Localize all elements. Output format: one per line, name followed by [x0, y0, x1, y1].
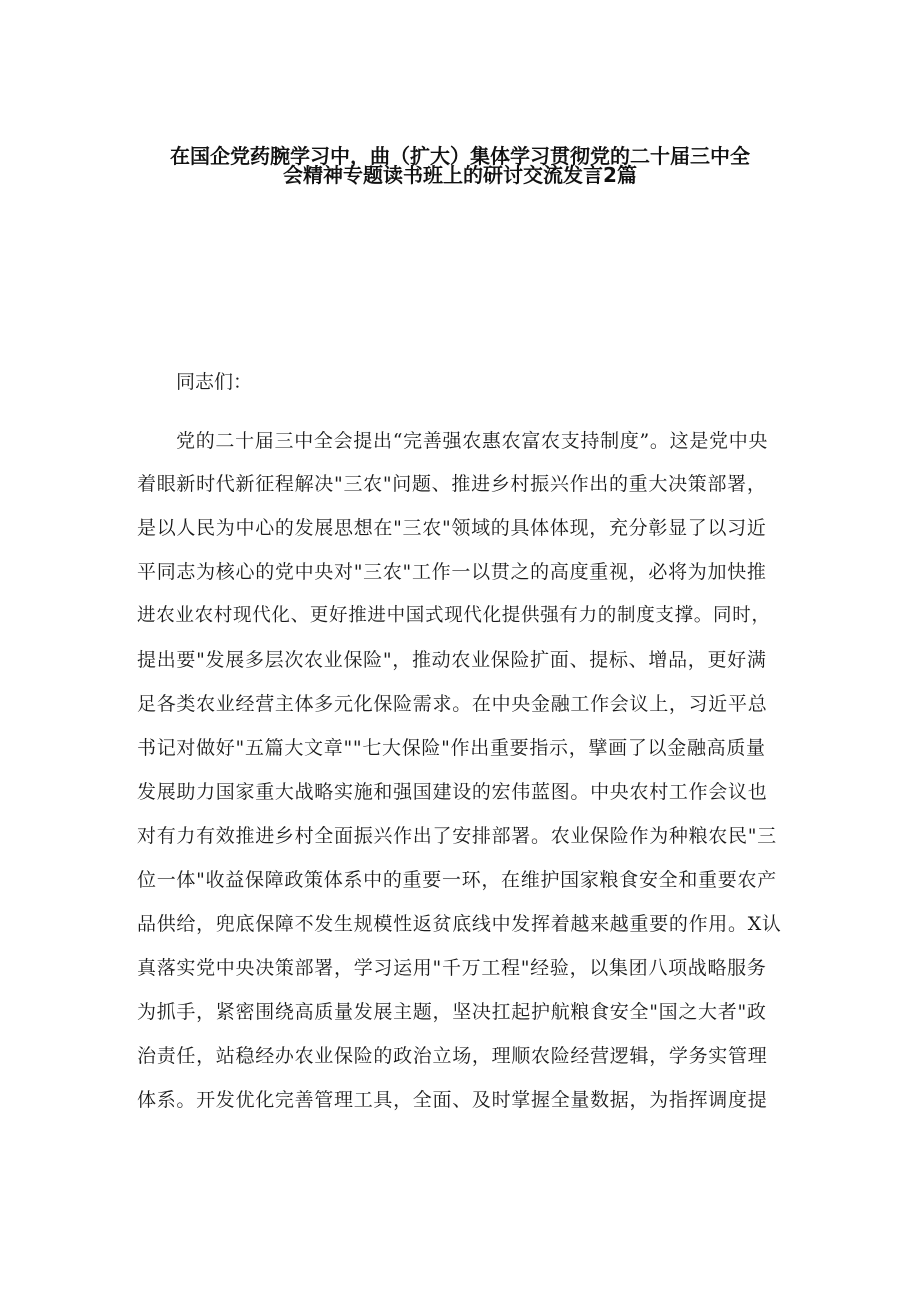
- paragraph-line: 党的二十届三中全会提出“完善强农惠农富农支持制度”。这是党中央: [176, 430, 769, 452]
- paragraph-line: 是以人民为中心的发展思想在"三农"领域的具体体现，充分彰显了以习近: [137, 517, 767, 539]
- paragraph-line: 品供给，兜底保障不发生规模性返贫底线中发挥着越来越重要的作用。X认: [137, 913, 782, 935]
- paragraph-line: 位一体"收益保障政策体系中的重要一环，在维护国家粮食安全和重要农产: [137, 869, 777, 891]
- document-title-line-1: 在国企党药腕学习中，曲（扩大）集体学习贯彻党的二十届三中全: [170, 144, 750, 168]
- paragraph-line: 书记对做好"五篇大文章""七大保险"作出重要指示，擘画了以金融高质量: [137, 737, 766, 759]
- paragraph-line: 为抓手，紧密围绕高质量发展主题，坚决扛起护航粮食安全"国之大者"政: [137, 1001, 767, 1023]
- salutation: 同志们：: [176, 371, 253, 393]
- paragraph-line: 提出要"发展多层次农业保险"，推动农业保险扩面、提标、增品，更好满: [137, 649, 767, 671]
- paragraph-line: 对有力有效推进乡村全面振兴作出了安排部署。农业保险作为种粮农民"三: [137, 825, 777, 847]
- paragraph-line: 足各类农业经营主体多元化保险需求。在中央金融工作会议上，习近平总: [137, 693, 768, 715]
- document-title-line-2: 会精神专题读书班上的研讨交流发言2篇: [283, 163, 637, 187]
- paragraph-line: 进农业农村现代化、更好推进中国式现代化提供强有力的制度支撑。同时，: [137, 605, 771, 626]
- paragraph-line: 发展助力国家重大战略实施和强国建设的宏伟蓝图。中央农村工作会议也: [137, 781, 768, 803]
- paragraph-line: 着眼新时代新征程解决"三农"问题、推进乡村振兴作出的重大决策部署，: [137, 473, 767, 495]
- paragraph-line: 治责任，站稳经办农业保险的政治立场，理顺农险经营逻辑，学务实管理: [137, 1045, 768, 1067]
- paragraph-line: 体系。开发优化完善管理工具，全面、及时掌握全量数据，为指挥调度提: [137, 1089, 768, 1111]
- paragraph-line: 真落实党中央决策部署，学习运用"千万工程"经验，以集团八项战略服务: [137, 957, 767, 979]
- paragraph-line: 平同志为核心的党中央对"三农"工作一以贯之的高度重视，必将为加快推: [137, 561, 767, 583]
